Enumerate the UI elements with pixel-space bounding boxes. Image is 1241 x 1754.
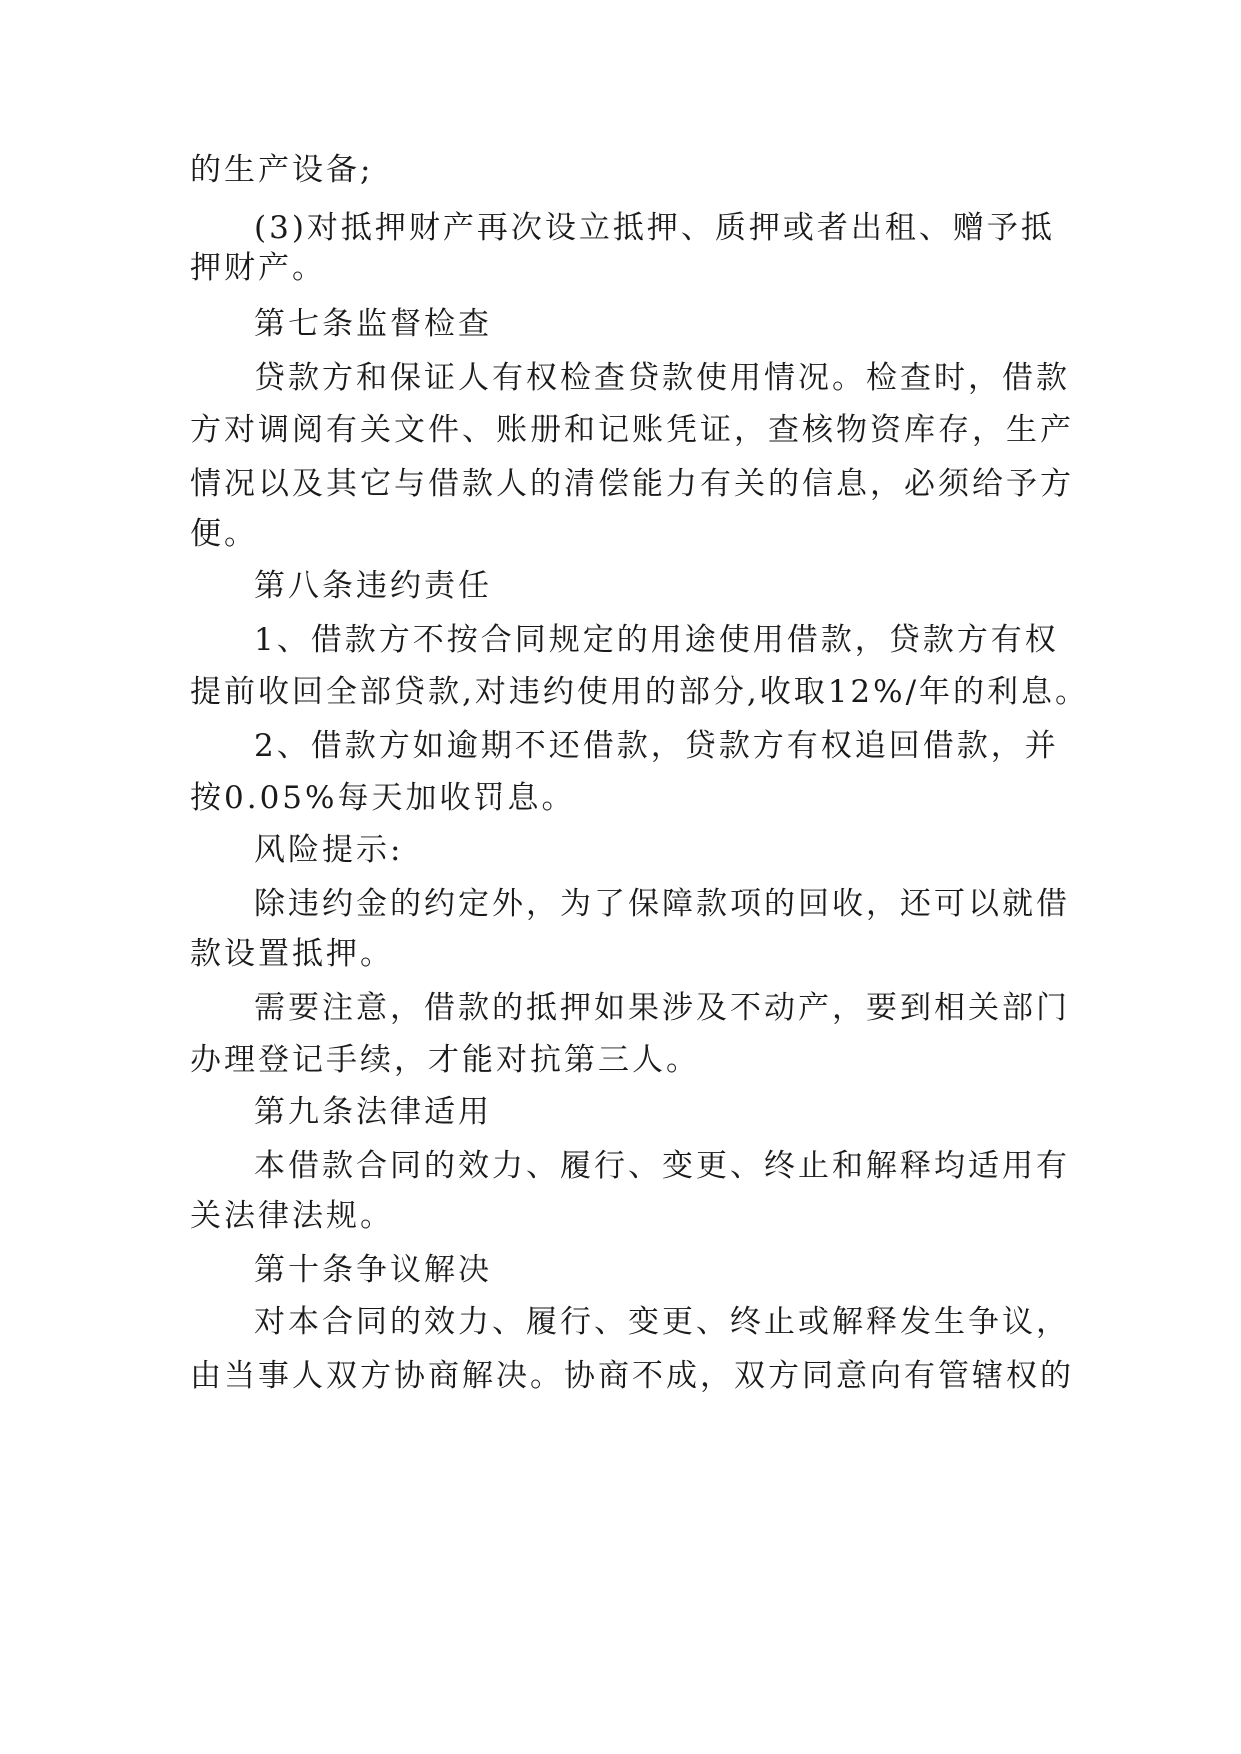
text-line: 2、借款方如逾期不还借款，贷款方有权追回借款，并 bbox=[254, 728, 1059, 764]
text-line: 1、借款方不按合同规定的用途使用借款，贷款方有权 bbox=[254, 622, 1059, 658]
text-line: 提前收回全部贷款,对违约使用的部分,收取12%/年的利息。 bbox=[190, 674, 1090, 710]
text-line: 对本合同的效力、履行、变更、终止或解释发生争议， bbox=[254, 1304, 1070, 1340]
text-line: 情况以及其它与借款人的清偿能力有关的信息，必须给予方 bbox=[190, 466, 1074, 502]
text-line: 方对调阅有关文件、账册和记账凭证，查核物资库存，生产 bbox=[190, 412, 1074, 448]
text-line: (3)对抵押财产再次设立抵押、质押或者出租、赠予抵 bbox=[254, 210, 1055, 246]
section-heading: 第十条争议解决 bbox=[254, 1252, 492, 1288]
text-line: 便。 bbox=[190, 516, 258, 552]
text-line: 由当事人双方协商解决。协商不成，双方同意向有管辖权的 bbox=[190, 1358, 1074, 1394]
text-line: 贷款方和保证人有权检查贷款使用情况。检查时，借款 bbox=[254, 360, 1070, 396]
text-line: 关法律法规。 bbox=[190, 1198, 394, 1234]
section-heading: 第八条违约责任 bbox=[254, 568, 492, 604]
text-line: 押财产。 bbox=[190, 250, 326, 286]
section-heading: 第七条监督检查 bbox=[254, 306, 492, 342]
section-heading: 第九条法律适用 bbox=[254, 1094, 492, 1130]
text-line: 除违约金的约定外，为了保障款项的回收，还可以就借 bbox=[254, 886, 1070, 922]
text-line: 需要注意，借款的抵押如果涉及不动产，要到相关部门 bbox=[254, 990, 1070, 1026]
text-line: 款设置抵押。 bbox=[190, 936, 394, 972]
text-line: 按0.05%每天加收罚息。 bbox=[190, 780, 576, 816]
text-line: 办理登记手续，才能对抗第三人。 bbox=[190, 1042, 700, 1078]
text-line: 本借款合同的效力、履行、变更、终止和解释均适用有 bbox=[254, 1148, 1070, 1184]
text-line: 的生产设备; bbox=[190, 152, 374, 188]
risk-notice-label: 风险提示: bbox=[254, 832, 404, 868]
